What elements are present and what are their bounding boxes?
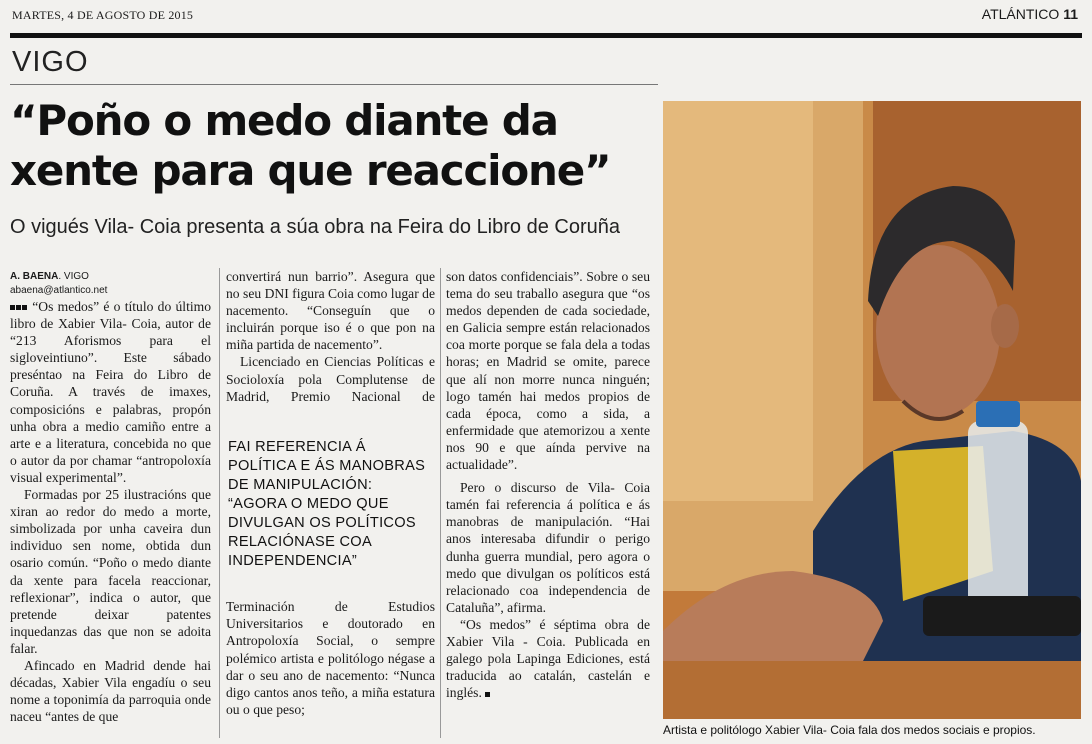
headline-line-1: “Poño o medo diante da bbox=[10, 96, 558, 145]
lead-square-icon bbox=[10, 305, 15, 310]
section-rule bbox=[10, 84, 658, 85]
article-column-1 bbox=[10, 270, 211, 725]
byline-place: . VIGO bbox=[58, 271, 89, 282]
column-divider bbox=[440, 268, 441, 738]
byline-author: A. BAENA bbox=[10, 271, 59, 282]
subheadline: O vigués Vila- Coia presenta a súa obra na Feira do Libro de Coruña bbox=[10, 216, 620, 238]
newspaper-name bbox=[982, 6, 1078, 22]
lead-square-icon bbox=[16, 305, 21, 310]
headline-line-2: xente para que reaccione” bbox=[10, 146, 611, 195]
paragraph-text: “Os medos” é o título do último libro de Xabier Vila- Coia, autor de “213 Aforismos para el sigloveintiuno”. Este sábado preséntao na Feira do Libro de Coruña. A través de imaxes, composicións e palabras, propón unha obra a medio camiño entre a arte e a literatura, concebida no que o autor da por chamar “antropoloxía visual experimental”. bbox=[10, 299, 211, 485]
byline bbox=[10, 270, 211, 298]
article-column-3 bbox=[446, 268, 650, 701]
section-label: VIGO bbox=[12, 46, 89, 78]
article-column-2-continued bbox=[226, 598, 435, 734]
page-date: MARTES, 4 DE AGOSTO DE 2015 bbox=[12, 8, 194, 22]
article-paragraph: son datos confidenciais”. Sobre o seu tema do seu traballo asegura que “os medos dependen de cada sociedade, en Galicia sempre están relacionados coa morte porque se fala dela a todas horas; en Madrid se omite, parece que alí non morre nunca ninguén; logo tamén hai medos propios de cada época, como a sida, a enfermidade que atemorizou a xente nos 90 e que aínda pervive na actualidade”. bbox=[446, 269, 650, 473]
photo-caption: Artista e politólogo Xabier Vila- Coia fala dos medos sociais e propios. bbox=[663, 723, 1036, 737]
article-paragraph-continued bbox=[226, 598, 435, 734]
article-photo bbox=[663, 101, 1081, 719]
article-paragraph bbox=[446, 616, 650, 701]
headline bbox=[10, 96, 660, 196]
paragraph-text: Terminación de Estudios Universitarios e doutorado en Antropoloxía Social, o sempre polémico artista e politólogo négase a dar o seu ano de nacemento: “Nunca digo cantos anos teño, a miña estatura ou o que peso; bbox=[226, 599, 435, 717]
top-rule bbox=[10, 33, 1082, 38]
end-square-icon bbox=[485, 692, 490, 697]
lead-square-icon bbox=[22, 305, 27, 310]
article-paragraph-part: Licenciado en Ciencias Políticas e Socioloxía pola Complutense de Madrid, Premio Nacional de bbox=[226, 354, 435, 404]
article-column-2 bbox=[226, 268, 435, 404]
byline-email: abaena@atlantico.net bbox=[10, 285, 108, 296]
photo-illustration bbox=[663, 101, 1081, 719]
article-paragraph: Formadas por 25 ilustracións que xiran ao redor do medo a morte, simbolizada por unha caveira dun individuo sen nome, obtida dun osario común. “Poño o medo diante da xente para facela reaccionar, reflexionar”, indica o autor, que pretende deixar patentes inquedanzas das que non se adoita falar. bbox=[10, 487, 211, 656]
column-divider bbox=[219, 268, 220, 738]
article-paragraph: Afincado en Madrid dende hai décadas, Xabier Vila engadíu o seu nome a toponimía da parroquia onde naceu “antes de que bbox=[10, 657, 211, 725]
newspaper-title: ATLÁNTICO bbox=[981, 6, 1060, 22]
article-paragraph bbox=[10, 298, 211, 486]
pull-quote: FAI REFERENCIA Á POLÍTICA E ÁS MANOBRAS DE MANIPULACIÓN: “AGORA O MEDO QUE DIVULGAN OS POLÍTICOS RELACIÓNASE COA INDEPENDENCIA” bbox=[228, 439, 426, 569]
page-number: 11 bbox=[1063, 6, 1078, 22]
article-paragraph: convertirá nun barrio”. Asegura que no seu DNI figura Coia como lugar de nacemento. “Conseguín que o incluirán porque iso é o que pon na miña partida de nacemento”. bbox=[226, 269, 435, 353]
paragraph-text: “Os medos” é séptima obra de Xabier Vila - Coia. Publicada en galego pola Lapinga Ediciones, está traducida ao catalán, castelán e inglés. bbox=[446, 616, 650, 701]
article-paragraph: Pero o discurso de Vila- Coia tamén fai referencia á política e ás manobras de manipulación. “Hai anos interesaba difundir o perigo dunha guerra mundial, pero agora o medo que divulgan os políticos está relacionado coa independencia de Cataluña”, afirma. bbox=[446, 480, 650, 615]
